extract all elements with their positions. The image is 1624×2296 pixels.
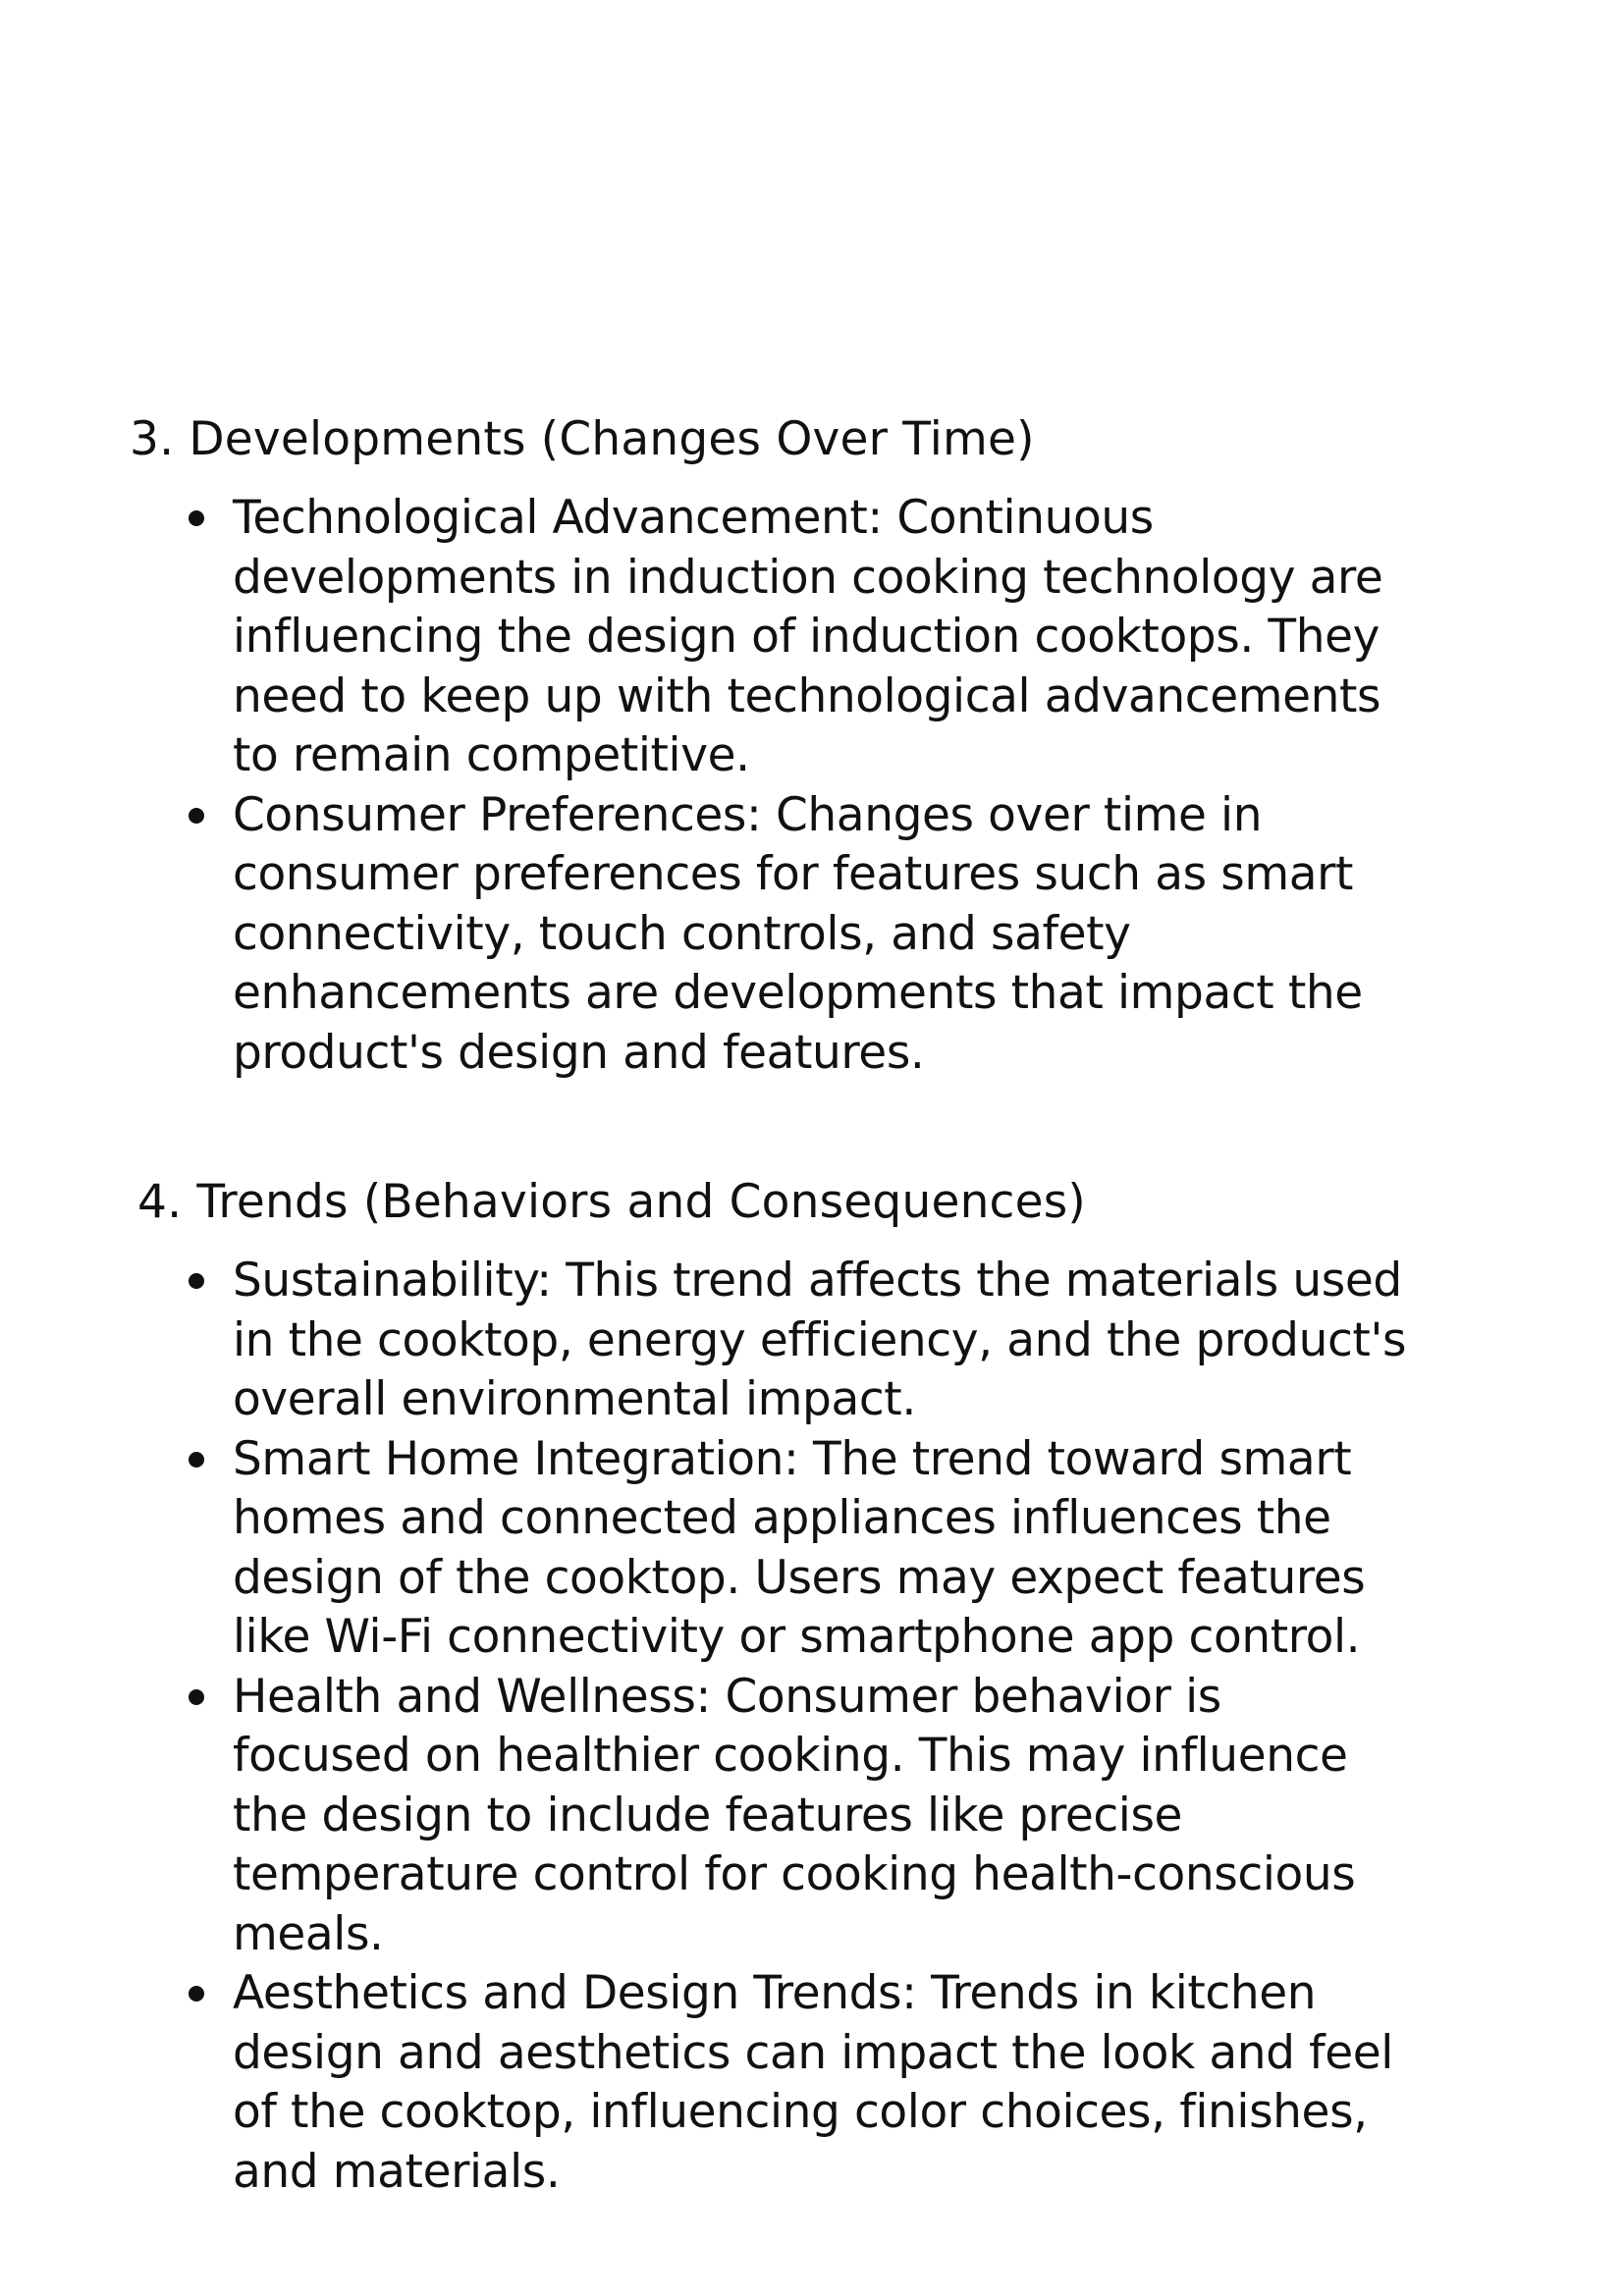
developments-bullet-list	[183, 489, 1400, 1083]
bullet-line: Sustainability: This trend affects the materials used	[233, 1254, 1402, 1308]
bullet-line: Consumer Preferences: Changes over time in	[233, 787, 1263, 842]
bullet-line: homes and connected appliances influences the	[233, 1491, 1331, 1545]
bullet-line: overall environmental impact.	[233, 1372, 916, 1426]
bullet-line: to remain competitive.	[233, 728, 750, 782]
bullet-aesthetics-and-design-trends	[183, 1964, 1400, 2202]
bullet-dot-icon	[189, 510, 204, 526]
bullet-dot-icon	[189, 1273, 204, 1289]
bullet-sustainability	[183, 1252, 1407, 1430]
bullet-line: connectivity, touch controls, and safety	[233, 906, 1131, 961]
bullet-line: need to keep up with technological advancements	[233, 668, 1381, 723]
bullet-line: consumer preferences for features such as smart	[233, 847, 1354, 901]
section-heading-developments: 3. Developments (Changes Over Time)	[130, 412, 1035, 466]
bullet-line: temperature control for cooking health-conscious	[233, 1847, 1356, 1901]
bullet-line: Aesthetics and Design Trends: Trends in kitchen	[233, 1966, 1317, 2020]
bullet-line: like Wi-Fi connectivity or smartphone app control.	[233, 1610, 1361, 1664]
bullet-line: design and aesthetics can impact the look and feel	[233, 2025, 1393, 2080]
bullet-line: enhancements are developments that impact the	[233, 966, 1363, 1020]
bullet-line: focused on healthier cooking. This may influence	[233, 1729, 1348, 1783]
bullet-health-and-wellness	[183, 1668, 1400, 1965]
bullet-technological-advancement	[183, 489, 1400, 786]
bullet-line: in the cooktop, energy efficiency, and the product's	[233, 1312, 1407, 1367]
section-heading-trends: 4. Trends (Behaviors and Consequences)	[137, 1175, 1086, 1229]
bullet-dot-icon	[189, 1689, 204, 1705]
bullet-line: Smart Home Integration: The trend toward smart	[233, 1431, 1352, 1486]
bullet-line: influencing the design of induction cooktops. They	[233, 610, 1380, 664]
bullet-line: meals.	[233, 1906, 384, 1961]
bullet-line: product's design and features.	[233, 1025, 925, 1080]
bullet-line: Health and Wellness: Consumer behavior is	[233, 1669, 1221, 1724]
bullet-line: design of the cooktop. Users may expect features	[233, 1550, 1366, 1605]
bullet-dot-icon	[189, 1986, 204, 2002]
bullet-consumer-preferences	[183, 786, 1400, 1084]
bullet-dot-icon	[189, 1452, 204, 1468]
bullet-line: of the cooktop, influencing color choices, finishes,	[233, 2085, 1368, 2139]
bullet-line: developments in induction cooking technology are	[233, 550, 1383, 605]
trends-bullet-list	[183, 1252, 1407, 2202]
bullet-smart-home-integration	[183, 1430, 1400, 1668]
bullet-line: and materials.	[233, 2144, 561, 2199]
bullet-line: the design to include features like precise	[233, 1788, 1183, 1842]
bullet-dot-icon	[189, 808, 204, 824]
bullet-line: Technological Advancement: Continuous	[233, 491, 1154, 545]
